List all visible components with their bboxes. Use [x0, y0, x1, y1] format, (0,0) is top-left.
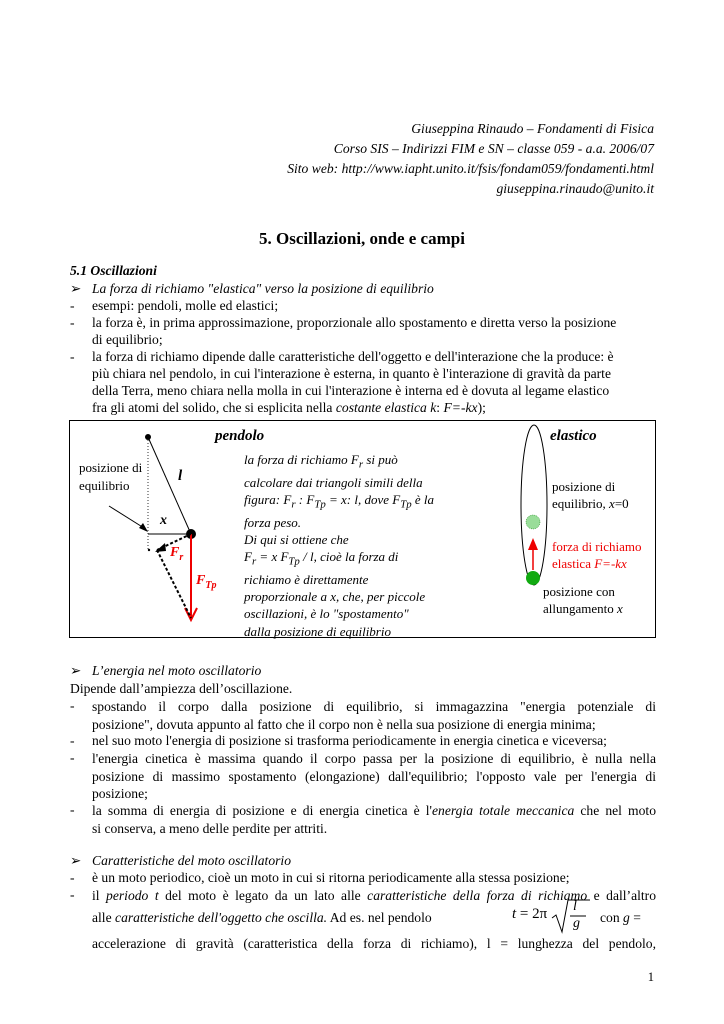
list-item: è un moto periodico, cioè un moto in cui si ritorna periodicamente alla stessa posizione;	[92, 870, 570, 885]
equilibrium-position-mark	[526, 515, 540, 529]
formula-continuation: con g =	[600, 910, 641, 925]
dash: -	[70, 870, 75, 885]
list-item: la forza è, in prima approssimazione, proporzionale allo spostamento e diretta verso la posizione	[92, 315, 617, 330]
formula-g: g	[573, 916, 580, 931]
pendolo-title: pendolo	[215, 428, 265, 444]
arrow-bullet-icon: ➢	[70, 281, 82, 296]
list-item: l'energia cinetica è massima quando il corpo passa per la posizione di equilibrio, è nulla nella posizione di massimo spostamento (elongazione) dall'equilibrio; l'opposto vale per l'energia di posizione;	[92, 751, 656, 801]
header-website[interactable]: Sito web: http://www.iapht.unito.it/fsis/fondam059/fondamenti.html	[287, 161, 654, 176]
list-item: accelerazione di gravità (caratteristica della forza di richiamo), l = lunghezza del pendolo,	[92, 936, 656, 951]
sqrt-symbol	[550, 898, 590, 934]
label-pointer	[109, 506, 144, 528]
pendulum-string	[148, 437, 191, 534]
dash: -	[70, 802, 75, 817]
list-item: più chiara nel pendolo, in cui l'interazione è esterna, in quanto è l'interazione di gravità da parte	[92, 366, 611, 381]
header-course: Corso SIS – Indirizzi FIM e SN – classe 059 - a.a. 2006/07	[333, 141, 654, 156]
fr-label: $F_r$	[170, 545, 184, 563]
list-item: il periodo t del moto è legato da un lato alle caratteristiche della forza di richiamo e dall’altro	[92, 888, 656, 903]
eq-label-2: equilibrio	[79, 478, 130, 493]
dash: -	[70, 349, 75, 364]
list-item: di equilibrio;	[92, 332, 163, 347]
list-item: alle caratteristiche dell'oggetto che oscilla. Ad es. nel pendolo	[92, 910, 432, 925]
list-item: nel suo moto l'energia di posizione si trasforma periodicamente in energia cinetica e viceversa;	[92, 733, 607, 748]
formula-l: l	[573, 899, 577, 914]
section-heading: 5.1 Oscillazioni	[70, 263, 157, 278]
eq-label-1: posizione di	[79, 460, 143, 475]
dash: -	[70, 887, 75, 902]
dash: -	[70, 698, 75, 713]
x-label: x	[160, 513, 167, 528]
elastic-force-label-2: elastica F=-kx	[552, 556, 627, 571]
bullet-text: La forza di richiamo "elastica" verso la posizione di equilibrio	[92, 281, 434, 296]
arrow-bullet-icon: ➢	[70, 853, 82, 868]
elastic-band	[521, 425, 547, 585]
elastic-stretch-label-1: posizione con	[543, 584, 615, 599]
list-item: fra gli atomi del solido, che si esplicita nella costante elastica k: F=-kx);	[92, 400, 486, 415]
list-item: esempi: pendoli, molle ed elastici;	[92, 298, 279, 313]
list-item: la somma di energia di posizione e di energia cinetica è l'energia totale meccanica che nel moto si conserva, a meno delle perdite per attriti.	[92, 803, 656, 836]
ftp-label: $F_{Tp}$	[196, 573, 217, 591]
characteristics-heading: Caratteristiche del moto oscillatorio	[92, 853, 291, 868]
list-item: la forza di richiamo dipende dalle caratteristiche dell'oggetto e dell'interazione che la produce: è	[92, 349, 614, 364]
energy-intro: Dipende dall’ampiezza dell’oscillazione.	[70, 681, 293, 696]
elastic-stretch-label-2: allungamento x	[543, 601, 623, 616]
stretched-position-mark	[526, 571, 540, 585]
figure-description: la forza di richiamo $F_r$ si può calcolare dai triangoli simili della figura: $F_r$ : $F_{Tp} = x$: l, dove $F_{Tp}$ è la forza peso. Di qui si ottiene che $F_r = x$ $F_{Tp}$ / l, cioè la forza di richiamo è direttamente proporzionale a x, che, per piccole oscillazioni, è lo "spostamento" dalla posizione di equilibrio	[244, 452, 435, 639]
elastic-force-label-1: forza di richiamo	[552, 539, 642, 554]
list-item: spostando il corpo dalla posizione di equilibrio, si immagazzina "energia potenziale di posizione", dovuta appunto al fatto che il corpo non è nella sua posizione di energia minima;	[92, 699, 656, 732]
formula: t = 2π	[512, 906, 548, 922]
header-author: Giuseppina Rinaudo – Fondamenti di Fisica	[411, 121, 654, 136]
length-label: l	[178, 468, 183, 484]
elastico-title: elastico	[550, 428, 597, 444]
dash: -	[70, 298, 75, 313]
arrow-bullet-icon: ➢	[70, 663, 82, 678]
dash: -	[70, 733, 75, 748]
page-title: 5. Oscillazioni, onde e campi	[259, 229, 465, 248]
list-item: della Terra, meno chiara nella molla in cui l'interazione è interna ed è dovuta al legame elastico	[92, 383, 610, 398]
energy-heading: L’energia nel moto oscillatorio	[92, 663, 262, 678]
elastic-eq-label-2: equilibrio, x=0	[552, 496, 629, 511]
dash: -	[70, 315, 75, 330]
page-number: 1	[647, 970, 654, 984]
header-email[interactable]: giuseppina.rinaudo@unito.it	[496, 181, 654, 196]
elastic-eq-label-1: posizione di	[552, 479, 616, 494]
dash: -	[70, 750, 75, 765]
